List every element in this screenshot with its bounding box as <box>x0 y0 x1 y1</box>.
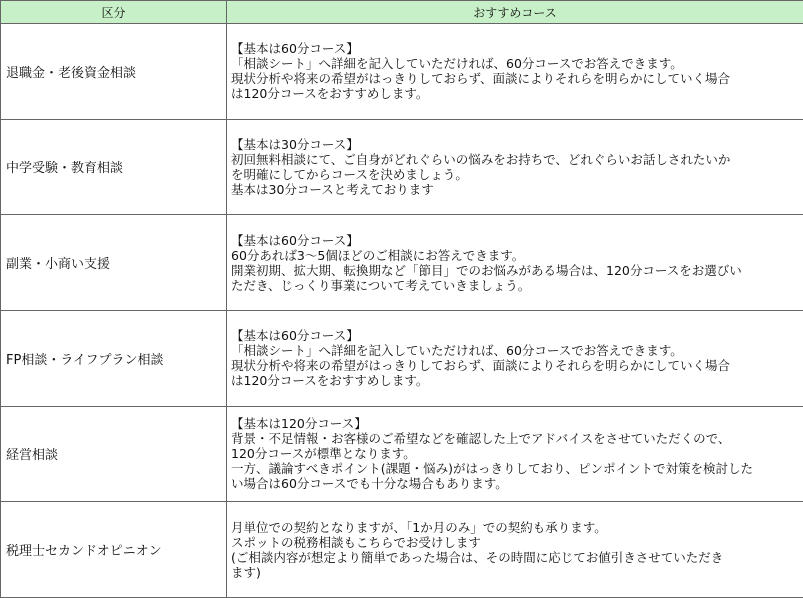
description-line: を明確にしてからコースを決めましょう。 <box>231 166 468 182</box>
description-line: 一方、議論すべきポイント(課題・悩み)がはっきりしており、ピンポイントで対策を検討した <box>231 461 754 477</box>
description-line: スポットの税務相談もこちらでお受けします <box>231 534 481 550</box>
description-line: 60分あれば3～5個ほどのご相談にお答えできます。 <box>231 247 525 263</box>
table-row <box>1 406 803 502</box>
description-line: は120分コースをおすすめします。 <box>231 86 429 102</box>
description-line: 120分コースが標準となります。 <box>231 446 416 462</box>
description-line: 「相談シート」へ詳細を記入していただければ、60分コースでお答えできます。 <box>231 56 683 72</box>
description-line: 初回無料相談にて、ご自身がどれぐらいの悩みをお持ちで、どれぐらいお話しされたいか <box>231 151 731 167</box>
description-line: (ご相談内容が想定より簡単であった場合は、その時間に応じてお値引きさせていただき <box>231 549 724 565</box>
table-row <box>1 215 803 311</box>
row-category: 退職金・老後資金相談 <box>1 24 227 120</box>
description-line: い場合は60分コースでも十分な場合もあります。 <box>231 476 508 492</box>
description-line: 現状分析や将来の希望がはっきりしておらず、面談によりそれらを明らかにしていく場合 <box>231 71 731 87</box>
table-row <box>1 24 803 120</box>
description-line: 背景・不足情報・お客様のご希望などを確認した上でアドバイスをさせていただくので、 <box>231 431 731 447</box>
row-category: 税理士セカンドオピニオン <box>1 502 227 598</box>
description-line: 【基本は60分コース】 <box>231 232 359 248</box>
description-line: 【基本は60分コース】 <box>231 328 359 344</box>
row-category: 中学受験・教育相談 <box>1 119 227 215</box>
description-line: ます) <box>231 564 261 580</box>
header-category: 区分 <box>1 1 227 24</box>
row-category: 副業・小商い支援 <box>1 215 227 311</box>
row-category: 経営相談 <box>1 406 227 502</box>
description-line: 開業初期、拡大期、転換期など「節目」でのお悩みがある場合は、120分コースをお選びい <box>231 262 742 278</box>
description-line: ただき、じっくり事業について考えていきましょう。 <box>231 277 531 293</box>
row-description <box>227 24 803 120</box>
description-line: 基本は30分コースと考えております <box>231 181 434 197</box>
description-line: 【基本は30分コース】 <box>231 136 359 152</box>
table-row <box>1 310 803 406</box>
description-line: は120分コースをおすすめします。 <box>231 373 429 389</box>
header-row <box>1 1 803 24</box>
description-line: 現状分析や将来の希望がはっきりしておらず、面談によりそれらを明らかにしていく場合 <box>231 358 731 374</box>
row-description <box>227 310 803 406</box>
table-row <box>1 502 803 598</box>
table-row <box>1 119 803 215</box>
row-description <box>227 406 803 502</box>
row-description <box>227 502 803 598</box>
header-recommended-course: おすすめコース <box>227 1 803 24</box>
description-line: 【基本は60分コース】 <box>231 41 359 57</box>
row-description <box>227 215 803 311</box>
row-category: FP相談・ライフプラン相談 <box>1 310 227 406</box>
description-line: 【基本は120分コース】 <box>231 416 367 432</box>
description-line: 「相談シート」へ詳細を記入していただければ、60分コースでお答えできます。 <box>231 343 683 359</box>
row-description <box>227 119 803 215</box>
description-line: 月単位での契約となりますが、「1か月のみ」での契約も承ります。 <box>231 519 607 535</box>
